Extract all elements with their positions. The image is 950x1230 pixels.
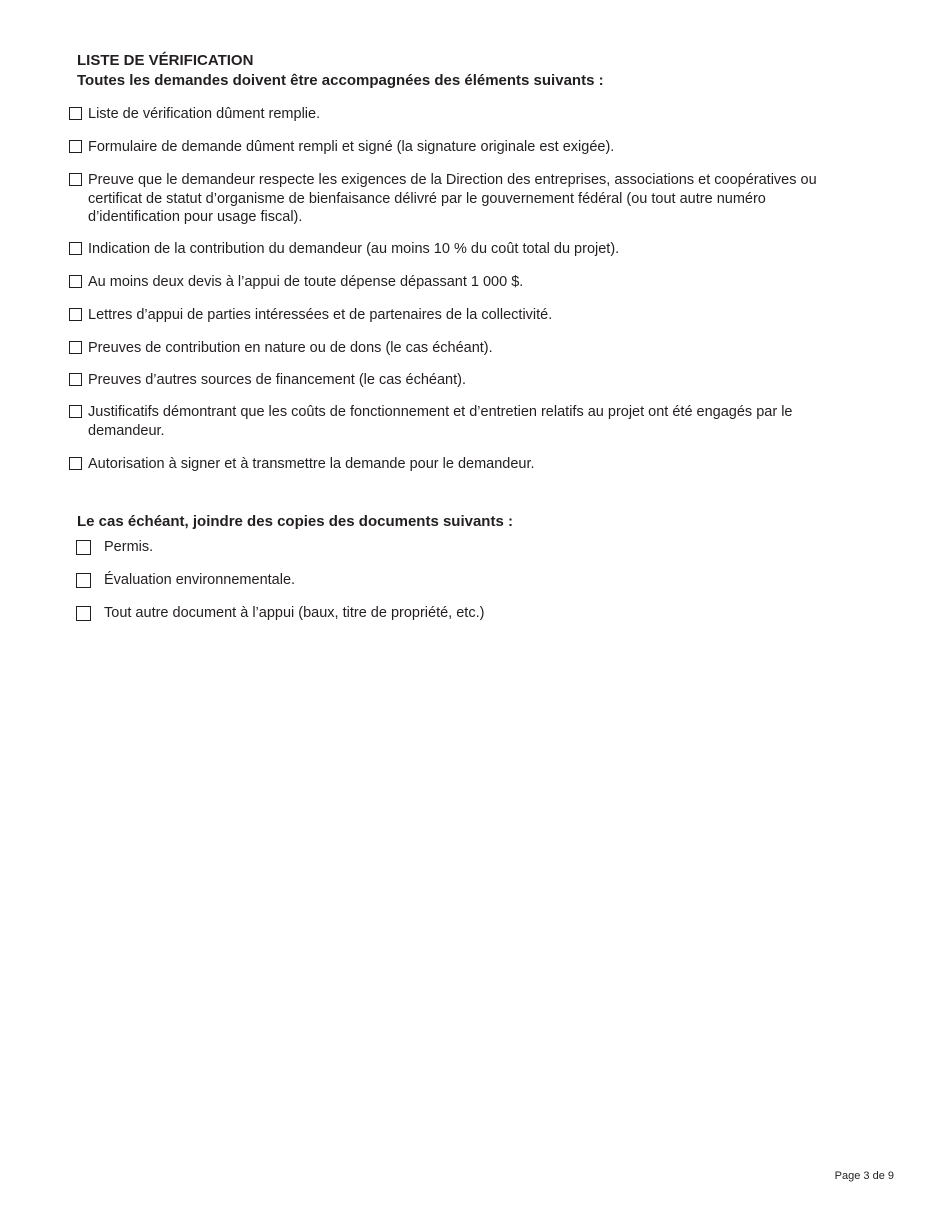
checklist-item-label: Preuves d’autres sources de financement (le cas échéant). xyxy=(88,372,467,388)
optional-item-label: Tout autre document à l’appui (baux, titre de propriété, etc.) xyxy=(104,605,485,621)
optional-item xyxy=(76,538,153,557)
checkbox[interactable] xyxy=(69,242,82,255)
checklist-item xyxy=(69,138,859,157)
checkbox[interactable] xyxy=(76,540,91,555)
optional-item xyxy=(76,604,484,623)
checklist-item xyxy=(69,240,859,259)
checklist-item xyxy=(69,171,859,227)
checkbox[interactable] xyxy=(69,275,82,288)
optional-item xyxy=(76,571,295,590)
checklist-item xyxy=(69,455,859,474)
optional-item-label: Évaluation environnementale. xyxy=(104,572,296,588)
checklist-item-label: Autorisation à signer et à transmettre la demande pour le demandeur. xyxy=(88,456,535,472)
checkbox[interactable] xyxy=(69,341,82,354)
checkbox[interactable] xyxy=(69,373,82,386)
checklist-item xyxy=(69,105,859,124)
checklist-item xyxy=(69,273,859,292)
checkbox[interactable] xyxy=(69,308,82,321)
checkbox[interactable] xyxy=(69,405,82,418)
checklist-item xyxy=(69,339,859,358)
checkbox[interactable] xyxy=(69,140,82,153)
checklist-item-label: Lettres d’appui de parties intéressées et de partenaires de la collectivité. xyxy=(88,307,553,323)
checkbox[interactable] xyxy=(76,573,91,588)
page-number: Page 3 de 9 xyxy=(834,1170,894,1182)
checklist-item-label: Au moins deux devis à l’appui de toute dépense dépassant 1 000 $. xyxy=(88,274,524,290)
checklist-item xyxy=(69,371,859,390)
checkbox[interactable] xyxy=(76,606,91,621)
checkbox[interactable] xyxy=(69,173,82,186)
checkbox[interactable] xyxy=(69,107,82,120)
checklist-item-label: Liste de vérification dûment remplie. xyxy=(88,106,321,122)
checklist-item-label: Preuves de contribution en nature ou de dons (le cas échéant). xyxy=(88,340,493,356)
checklist-item-label: Preuve que le demandeur respecte les exigences de la Direction des entreprises, associations et coopératives ou certificat de statut d’organisme de bienfaisance délivré par le gouvernement fédéral (ou tout autre numéro d’identification pour usage fiscal). xyxy=(88,172,817,225)
checklist-item xyxy=(69,306,859,325)
checklist-item-label: Justificatifs démontrant que les coûts de fonctionnement et d’entretien relatifs au projet ont été engagés par le demandeur. xyxy=(88,404,793,439)
optional-section-title: Le cas échéant, joindre des copies des documents suivants : xyxy=(77,513,513,530)
checklist-item xyxy=(69,403,859,440)
checklist-title: LISTE DE VÉRIFICATION xyxy=(77,52,254,69)
checkbox[interactable] xyxy=(69,457,82,470)
optional-item-label: Permis. xyxy=(104,539,154,555)
checklist-item-label: Indication de la contribution du demandeur (au moins 10 % du coût total du projet). xyxy=(88,241,620,257)
checklist-item-label: Formulaire de demande dûment rempli et signé (la signature originale est exigée). xyxy=(88,139,615,155)
checklist-subtitle: Toutes les demandes doivent être accompagnées des éléments suivants : xyxy=(77,72,604,89)
